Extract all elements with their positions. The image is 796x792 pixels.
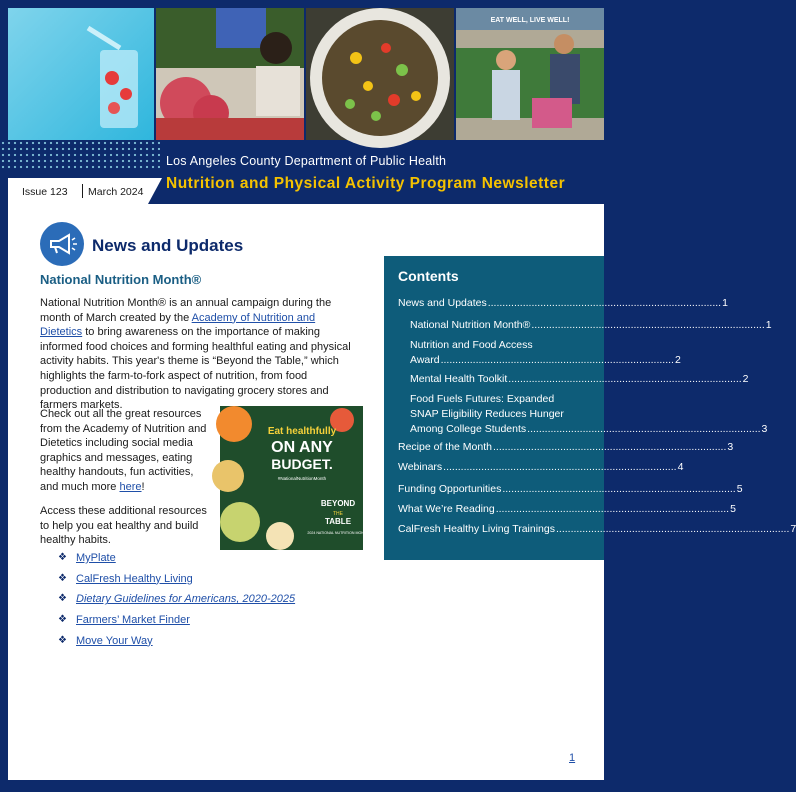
resource-item [58,552,295,573]
toc-entry[interactable] [398,502,736,517]
toc-entry-label: CalFresh Healthy Living Trainings [398,523,555,535]
header-photo-market [156,8,304,140]
resources-here-link[interactable]: here [119,480,142,493]
myplate-link[interactable]: MyPlate [76,552,116,564]
toc-leader-dots: ................................................................................ [502,483,736,495]
toc-entry-label: Among College Students [410,423,527,435]
section-title: News and Updates [92,236,244,255]
toc-entry[interactable] [410,318,772,333]
newsletter-title: Nutrition and Physical Activity Program Newsletter [166,175,566,192]
toc-entry-page: 1 [722,297,728,309]
resource-links [58,552,295,655]
contents-title: Contents [398,268,459,284]
toc-entry[interactable] [410,372,749,387]
calfresh-link[interactable]: CalFresh Healthy Living [76,572,193,585]
toc-entry-label: Award [410,354,440,366]
toc-entry-label: News and Updates [398,297,487,309]
toc-entry[interactable] [410,392,768,437]
toc-leader-dots: ................................................................................ [492,441,727,453]
toc-entry[interactable] [398,460,684,475]
toc-entry-label: Food Fuels Futures: Expanded [410,393,555,405]
poster-footer: 2024 NATIONAL NUTRITION MONTH [307,531,369,535]
toc-entry[interactable] [398,522,796,537]
toc-entry-label: Funding Opportunities [398,483,502,495]
poster-line-1: Eat healthfully [267,426,337,437]
toc-entry-page: 1 [765,319,772,331]
bullet-icon: ❖ [58,593,67,605]
toc-entry[interactable] [398,296,728,311]
toc-entry-label: SNAP Eligibility Reduces Hunger [410,408,564,420]
newsletter-page [8,204,796,780]
header-photo-salad [306,8,454,140]
farmers-market-link[interactable]: Farmers’ Market Finder [76,614,190,627]
bullet-icon: ❖ [58,634,67,646]
toc-entry[interactable] [410,338,681,368]
toc-entry-label: Mental Health Toolkit [410,373,508,385]
bullet-icon: ❖ [58,572,67,584]
toc-leader-dots: ................................................................................ [443,461,677,473]
resource-item [58,593,295,614]
toc-entry-page: 3 [761,423,768,435]
dietary-guidelines-link[interactable]: Dietary Guidelines for Americans, 2020-2025 [76,593,296,606]
poster-logo-line-3: TABLE [324,517,352,526]
department-name: Los Angeles County Department of Public Health [166,154,447,168]
grocery-sign-text: EAT WELL, LIVE WELL! [490,17,570,24]
decorative-dot-pattern [0,140,160,170]
issue-divider [82,184,83,198]
toc-leader-dots: ................................................................................ [527,423,761,435]
toc-entry-label: National Nutrition Month® [410,319,531,331]
toc-entry-page: 3 [727,441,734,453]
issue-number: Issue 123 [22,186,68,198]
poster-logo-line-1: BEYOND [320,499,356,508]
move-your-way-link[interactable]: Move Your Way [76,634,153,647]
poster-logo-line-2: THE [333,511,343,517]
toc-entry-page: 7 [790,523,796,535]
toc-leader-dots: ................................................................................ [531,319,765,331]
toc-entry[interactable] [398,482,743,497]
issue-banner [8,178,148,204]
issue-date: March 2024 [88,186,144,198]
toc-entry-label: What We’re Reading [398,503,495,515]
nutrition-month-poster [220,406,369,550]
academy-link[interactable]: Academy of Nutrition and Dietetics [40,311,316,339]
poster-line-3: BUDGET. [271,456,333,472]
resource-item [58,614,295,635]
toc-entry-page: 5 [730,503,736,515]
article-paragraph-2: Check out all the great resources from the Academy of Nutrition and Dietetics including social media graphics and messages, eating healthy handouts, fun activities, and much more here! [40,408,207,493]
toc-leader-dots: ................................................................................ [440,354,674,366]
toc-entry-label: Webinars [398,461,443,473]
poster-hashtag: #NationalNutritionMonth [277,476,327,481]
article-subtitle: National Nutrition Month® [40,272,202,287]
header-photo-grocery [456,8,604,140]
page-number: 1 [569,752,576,764]
toc-leader-dots: ................................................................................ [487,297,722,309]
toc-entry-label: Recipe of the Month [398,441,492,453]
toc-leader-dots: ................................................................................ [495,503,730,515]
poster-line-2: ON ANY [271,439,333,456]
toc-entry-page: 4 [677,461,684,473]
issue-banner-tab [148,178,162,204]
bullet-icon: ❖ [58,552,67,563]
megaphone-icon [40,222,84,266]
resource-item [58,573,295,594]
bullet-icon: ❖ [58,614,67,626]
toc-leader-dots: ................................................................................ [508,373,742,385]
toc-leader-dots: ................................................................................ [556,523,790,535]
toc-entry[interactable] [398,440,734,455]
contents-box [384,256,796,560]
resource-item [58,635,295,656]
article-paragraph-1: National Nutrition Month® is an annual campaign during the month of March created by the Academy of Nutrition and Dietetics to bring awareness on the importance of making informed food choices and forming healthful eating and physical activity habits. This year's theme is “Beyond the Table,” which highlights the farm-to-fork aspect of nutrition, from food production and distribution to navigating grocery stores and farmers markets. [40,297,351,412]
toc-entry-page: 5 [736,483,743,495]
header-photo-water [8,8,154,140]
toc-entry-label: Nutrition and Food Access [410,339,533,351]
toc-entry-page: 2 [674,354,681,366]
article-paragraph-3: Access these additional resources to help you eat healthy and build healthy habits. [40,505,207,547]
toc-entry-page: 2 [742,373,749,385]
